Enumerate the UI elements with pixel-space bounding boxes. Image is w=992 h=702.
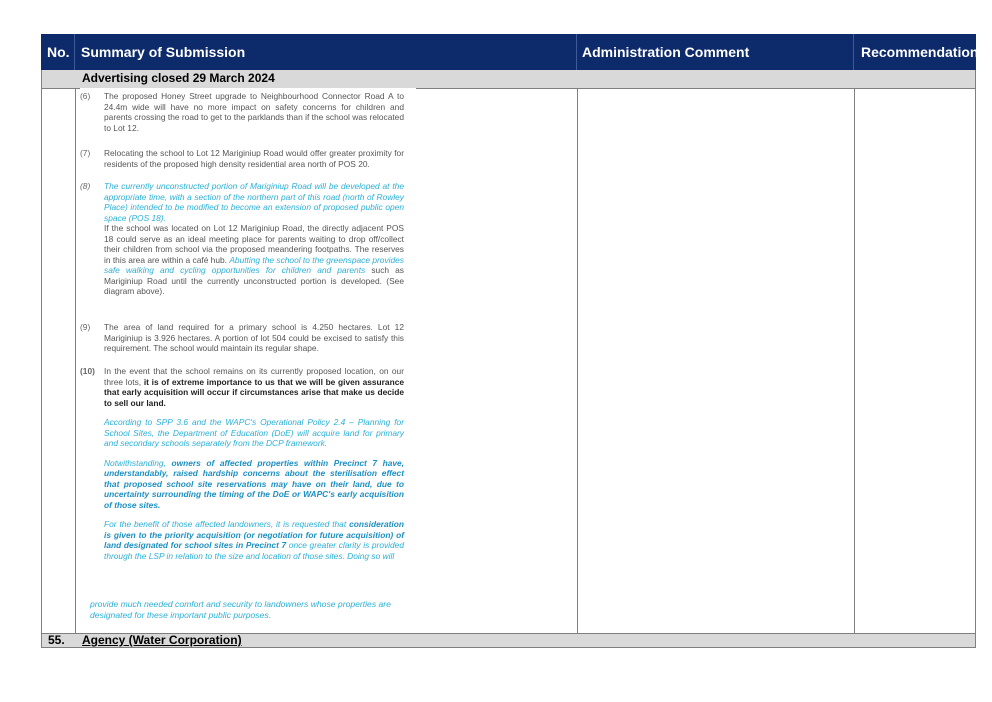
item-number: (9): [80, 322, 91, 332]
item-number: (6): [80, 91, 91, 101]
header-recommendation: Recommendation: [861, 44, 979, 60]
item-number: (7): [80, 148, 91, 158]
header-divider: [576, 34, 577, 70]
row-number: 55.: [48, 633, 65, 647]
highlight-text: The currently unconstructed portion of Mariginiup Road will be developed at the appropriate time, with a section of the northern part of this road (north of Rowley Place) intended to be modified to become an extension of proposed public open space (POS 18).: [104, 181, 404, 223]
header-divider: [74, 34, 75, 70]
item-text: The area of land required for a primary school is 4.250 hectares. Lot 12 Mariginiup is 3.926 hectares. A portion of lot 504 could be excised to satisfy this requirement. The school would maintain its regular shape.: [104, 322, 404, 353]
highlight-bold-text: consideration is given to the priority acquisition (or negotiation for future acquisition) of land designated for school sites in Precinct 7: [104, 519, 404, 550]
body-text: If the school was located on Lot 12 Mariginiup Road, the directly adjacent POS 18 could serve as an ideal meeting place for parents waiting to drop off/collect their children from school via the proposed meandering footpaths. The reserves in this area are within a café hub. Abutting the school to the greenspace provides safe walking and cycling opportunities for children and parents such as Mariginiup Road until the currently unconstructed portion is developed. (See diagram above).: [104, 223, 404, 296]
highlight-text: According to SPP 3.6 and the WAPC's Operational Policy 2.4 – Planning for School Sites, the Department of Education (DoE) will acquire land for primary and secondary schools separately from the DCP framework.: [104, 417, 404, 448]
column-divider: [577, 89, 578, 633]
column-divider: [854, 89, 855, 633]
section-title: Advertising closed 29 March 2024: [82, 71, 275, 85]
column-divider: [75, 89, 76, 633]
header-admin-comment: Administration Comment: [582, 44, 750, 60]
item-text: Relocating the school to Lot 12 Mariginiup Road would offer greater proximity for residents of the proposed high density residential area north of POS 20.: [104, 148, 404, 169]
item-text: [104, 181, 404, 297]
highlight-text: Abutting the school to the greenspace provides safe walking and cycling opportunities for children and parents: [104, 254, 404, 275]
agency-name: Agency (Water Corporation): [82, 633, 242, 647]
header-summary: Summary of Submission: [81, 44, 246, 60]
item-number: (10): [80, 366, 95, 376]
scanned-submission-excerpt: [80, 88, 416, 629]
highlight-bold-text: owners of affected properties within Precinct 7 have, understandably, raised hardship concerns about the sterilisation effect that proposed school site reservations may have on their land, due to uncertainty surrounding the timing of the DoE or WAPC's early acquisition of those sites.: [104, 457, 404, 510]
item-text: In the event that the school remains on its currently proposed location, on our three lots, it is of extreme importance to us that we will be given assurance that early acquisition will occur if circumstances arise that make us decide to sell our land. According to SPP 3.6 and the WAPC's Operational Policy 2.4 – Planning for School Sites, the Department of Education (DoE) will acquire land for primary and secondary schools separately from the DCP framework. Notwithstanding, owners of affected properties within Precinct 7 have, understandably, raised hardship concerns about the sterilisation effect that proposed school site reservations may have on their land, due to uncertainty surrounding the timing of the DoE or WAPC's early acquisition of those sites. For the benefit of those affected landowners, it is requested that consideration is given to the priority acquisition (or negotiation for future acquisition) of land designated for school sites in Precinct 7 once greater clarity is provided through the LSP in relation to the size and location of those sites. Doing so will: [104, 366, 405, 561]
submission-item-continued: [90, 599, 410, 620]
emphasis-text: it is of extreme importance to us that we will be given assurance that early acquisition will occur if circumstances arise that make us decide to sell our land.: [104, 376, 405, 408]
footer-row: [41, 633, 976, 648]
section-row: [41, 70, 976, 89]
highlight-text: provide much needed comfort and security to landowners whose properties are designated for these important public purposes.: [90, 599, 391, 620]
header-divider: [853, 34, 854, 70]
item-text: The proposed Honey Street upgrade to Neighbourhood Connector Road A to 24.4m wide will have no more impact on safety concerns for children and parents crossing the road to get to the parklands than if the school was relocated to Lot 12.: [104, 91, 404, 133]
table-header: [41, 34, 979, 70]
item-number: (8): [80, 181, 91, 191]
header-no: No.: [47, 44, 70, 60]
